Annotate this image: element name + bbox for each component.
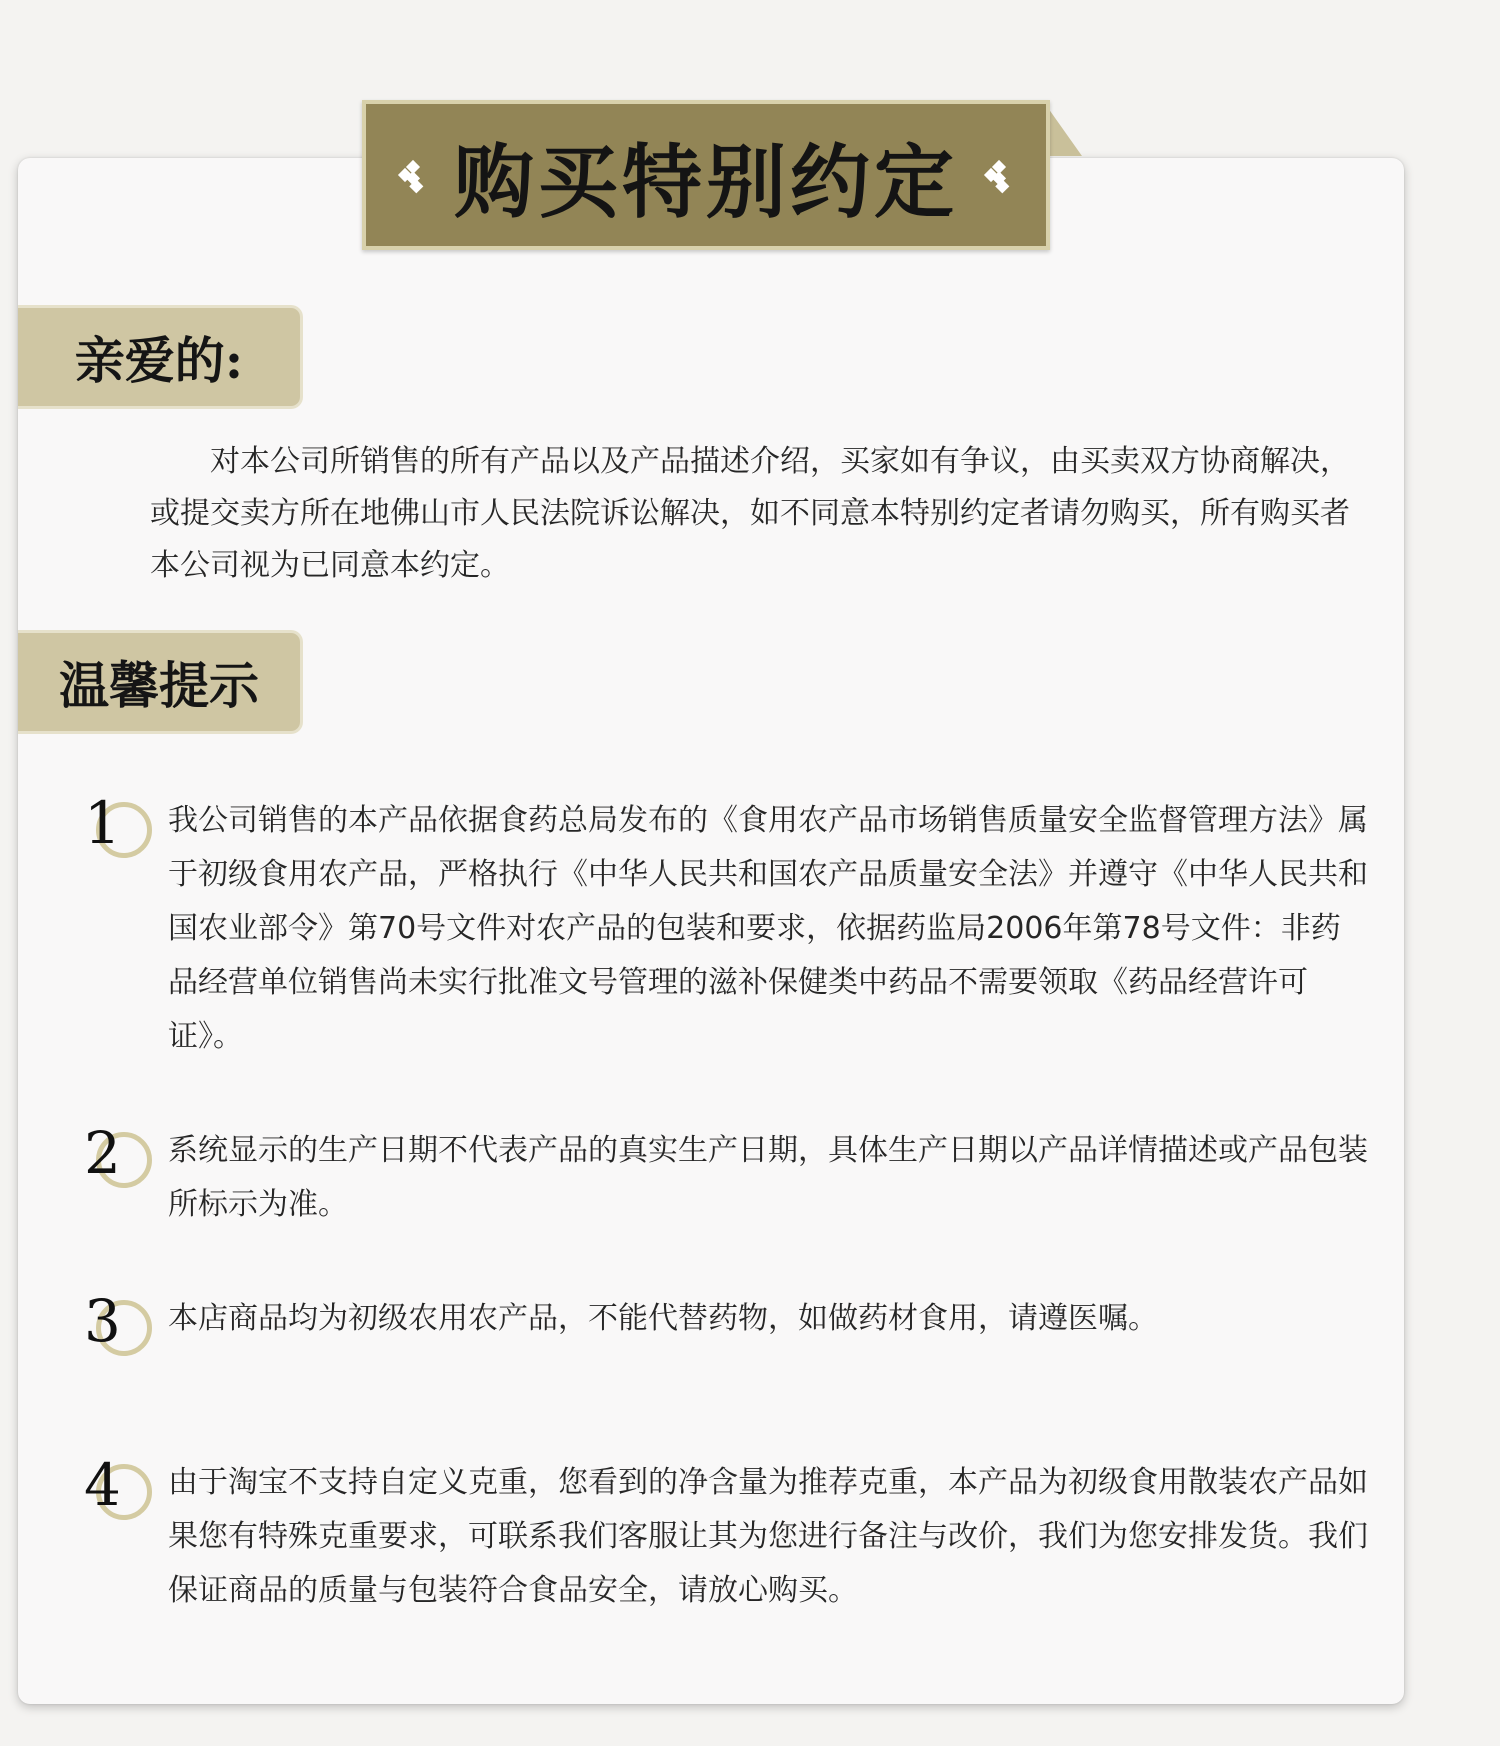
section-label: 温馨提示 [59, 656, 259, 715]
item-text: 我公司销售的本产品依据食药总局发布的《食用农产品市场销售质量安全监督管理方法》属于初级食用农产品，严格执行《中华人民共和国农产品质量安全法》并遵守《中华人民共和国农业部令》第70号文件对农产品的包装和要求，依据药监局2006年第78号文件：非药品经营单位销售尚未实行批准文号管理的滋补保健类中药品不需要领取《药品经营许可证》。 [168, 803, 1368, 1054]
number-badge [80, 1451, 150, 1526]
item-number: 2 [84, 1119, 121, 1187]
item-number: 4 [84, 1451, 121, 1519]
diamond-ornament-icon [400, 162, 426, 188]
number-badge [80, 789, 150, 864]
title-banner [362, 100, 1050, 250]
item-text: 本店商品均为初级农用农产品，不能代替药物，如做药材食用，请遵医嘱。 [168, 1301, 1158, 1336]
section-tab-tips [18, 630, 303, 734]
diamond-ornament-icon [986, 162, 1012, 188]
item-number: 1 [84, 789, 121, 857]
item-number: 3 [84, 1287, 121, 1355]
number-badge [80, 1119, 150, 1194]
item-text: 由于淘宝不支持自定义克重，您看到的净含量为推荐克重，本产品为初级食用散装农产品如果您有特殊克重要求，可联系我们客服让其为您进行备注与改价，我们为您安排发货。我们保证商品的质量与包装符合食品安全，请放心购买。 [168, 1465, 1368, 1608]
page-title: 购买特别约定 [454, 134, 958, 229]
intro-paragraph: 对本公司所销售的所有产品以及产品描述介绍，买家如有争议，由买卖双方协商解决，或提交卖方所在地佛山市人民法院诉讼解决，如不同意本特别约定者请勿购买，所有购买者本公司视为已同意本约定。 [150, 444, 1350, 583]
item-text: 系统显示的生产日期不代表产品的真实生产日期，具体生产日期以产品详情描述或产品包装所标示为准。 [168, 1133, 1368, 1222]
number-badge [80, 1287, 150, 1362]
section-tab-dear [18, 305, 303, 409]
section-label: 亲爱的: [74, 331, 244, 390]
